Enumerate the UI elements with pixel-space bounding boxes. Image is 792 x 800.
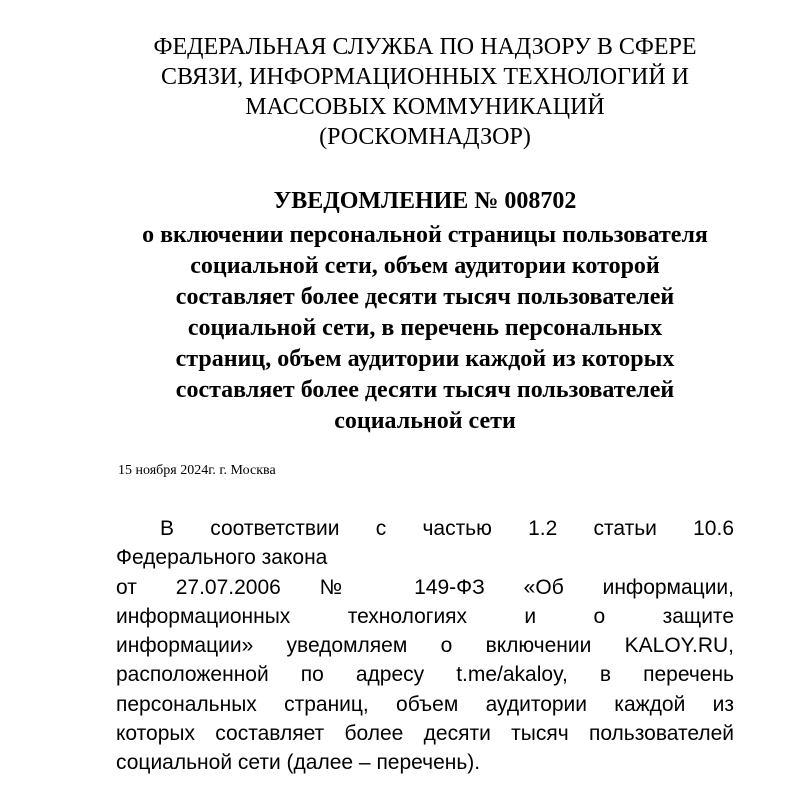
body-line: персональных страниц, объем аудитории каждой из	[116, 692, 734, 716]
body-line: социальной сети (далее – перечень).	[116, 751, 481, 775]
notice-heading	[80, 186, 770, 437]
body-line: Федерального закона	[116, 546, 328, 570]
notice-subtitle-line: о включении персональной страницы пользователя	[142, 222, 708, 248]
notice-subtitle-line: социальной сети, в перечень персональных	[187, 315, 663, 341]
notice-subtitle-line: страниц, объем аудитории каждой из которых	[175, 346, 675, 372]
date-and-place: 15 ноября 2024г. г. Москва	[118, 463, 276, 478]
body-line: от 27.07.2006 № 149-ФЗ «Об информации,	[116, 575, 734, 599]
agency-line: СВЯЗИ, ИНФОРМАЦИОННЫХ ТЕХНОЛОГИЙ И	[161, 64, 689, 90]
notice-subtitle-line: социальной сети	[334, 408, 516, 434]
agency-line: ФЕДЕРАЛЬНАЯ СЛУЖБА ПО НАДЗОРУ В СФЕРЕ	[153, 34, 697, 60]
body-line: которых составляет более десяти тысяч пользователей	[116, 722, 734, 746]
agency-header	[100, 32, 750, 152]
body-line: информационных технологиях и о защите	[116, 604, 734, 628]
body-line: В соответствии с частью 1.2 статьи 10.6	[160, 517, 734, 540]
notice-subtitle-line: составляет более десяти тысяч пользователей	[175, 377, 675, 403]
notice-body	[116, 514, 734, 778]
body-line: информации» уведомляем о включении KALOY.RU,	[116, 634, 734, 658]
body-line: расположенной по адресу t.me/akaloy, в перечень	[116, 663, 734, 687]
notice-subtitle-line: социальной сети, объем аудитории которой	[190, 253, 660, 279]
agency-line: МАССОВЫХ КОММУНИКАЦИЙ	[245, 94, 605, 120]
notice-subtitle-line: составляет более десяти тысяч пользователей	[175, 284, 675, 310]
agency-abbreviation: (РОСКОМНАДЗОР)	[319, 124, 531, 150]
notice-title: УВЕДОМЛЕНИЕ № 008702	[273, 188, 577, 214]
